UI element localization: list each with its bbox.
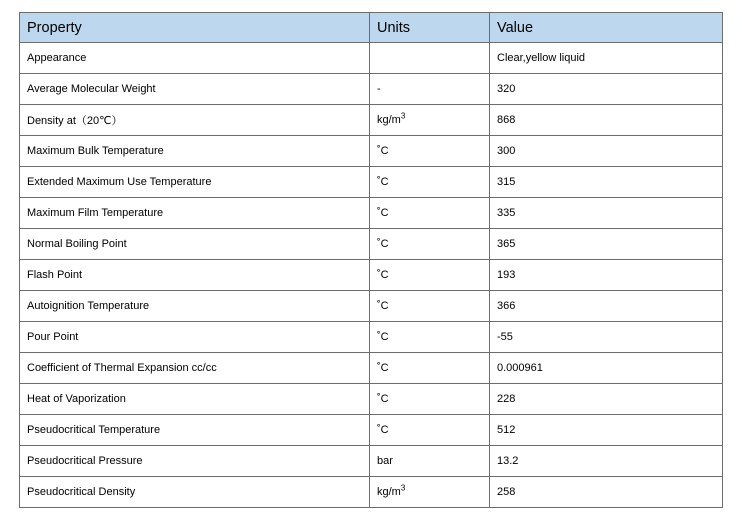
units-cell bbox=[370, 43, 490, 74]
table-row bbox=[20, 477, 723, 508]
units-cell: ˚C bbox=[370, 136, 490, 167]
table-row bbox=[20, 105, 723, 136]
units-cell: ˚C bbox=[370, 353, 490, 384]
properties-table bbox=[19, 12, 723, 508]
value-cell: 193 bbox=[490, 260, 723, 291]
units-cell: bar bbox=[370, 446, 490, 477]
header-property: Property bbox=[20, 13, 370, 43]
value-cell: 335 bbox=[490, 198, 723, 229]
value-cell: 315 bbox=[490, 167, 723, 198]
header-value: Value bbox=[490, 13, 723, 43]
property-cell: Density at（20℃） bbox=[20, 105, 370, 136]
table-row bbox=[20, 167, 723, 198]
value-cell: 300 bbox=[490, 136, 723, 167]
table-row bbox=[20, 136, 723, 167]
property-cell: Autoignition Temperature bbox=[20, 291, 370, 322]
value-cell: 365 bbox=[490, 229, 723, 260]
value-cell: 320 bbox=[490, 74, 723, 105]
table-row bbox=[20, 322, 723, 353]
table-row bbox=[20, 384, 723, 415]
property-cell: Normal Boiling Point bbox=[20, 229, 370, 260]
property-cell: Maximum Film Temperature bbox=[20, 198, 370, 229]
table-row bbox=[20, 198, 723, 229]
value-cell: 512 bbox=[490, 415, 723, 446]
value-cell: 0.000961 bbox=[490, 353, 723, 384]
property-cell: Pseudocritical Density bbox=[20, 477, 370, 508]
property-cell: Heat of Vaporization bbox=[20, 384, 370, 415]
property-cell: Average Molecular Weight bbox=[20, 74, 370, 105]
value-cell: 868 bbox=[490, 105, 723, 136]
value-cell: -55 bbox=[490, 322, 723, 353]
units-cell: ˚C bbox=[370, 415, 490, 446]
units-cell: - bbox=[370, 74, 490, 105]
units-cell: ˚C bbox=[370, 167, 490, 198]
property-cell: Pour Point bbox=[20, 322, 370, 353]
property-cell: Pseudocritical Pressure bbox=[20, 446, 370, 477]
property-cell: Pseudocritical Temperature bbox=[20, 415, 370, 446]
value-cell: Clear,yellow liquid bbox=[490, 43, 723, 74]
table-row bbox=[20, 415, 723, 446]
property-cell: Appearance bbox=[20, 43, 370, 74]
units-cell: ˚C bbox=[370, 260, 490, 291]
table-row bbox=[20, 291, 723, 322]
units-cell: ˚C bbox=[370, 198, 490, 229]
table-row bbox=[20, 43, 723, 74]
value-cell: 366 bbox=[490, 291, 723, 322]
table-row bbox=[20, 260, 723, 291]
table-row bbox=[20, 74, 723, 105]
units-cell: ˚C bbox=[370, 229, 490, 260]
units-cell: $kg/m^3$ bbox=[370, 105, 490, 136]
units-cell: ˚C bbox=[370, 384, 490, 415]
header-units: Units bbox=[370, 13, 490, 43]
units-cell: ˚C bbox=[370, 322, 490, 353]
property-cell: Maximum Bulk Temperature bbox=[20, 136, 370, 167]
table-row bbox=[20, 353, 723, 384]
units-cell: $kg/m^3$ bbox=[370, 477, 490, 508]
property-cell: Flash Point bbox=[20, 260, 370, 291]
value-cell: 258 bbox=[490, 477, 723, 508]
property-cell: Coefficient of Thermal Expansion cc/cc bbox=[20, 353, 370, 384]
table-row bbox=[20, 446, 723, 477]
property-cell: Extended Maximum Use Temperature bbox=[20, 167, 370, 198]
value-cell: 228 bbox=[490, 384, 723, 415]
units-cell: ˚C bbox=[370, 291, 490, 322]
table-header-row bbox=[20, 13, 723, 43]
value-cell: 13.2 bbox=[490, 446, 723, 477]
table-row bbox=[20, 229, 723, 260]
